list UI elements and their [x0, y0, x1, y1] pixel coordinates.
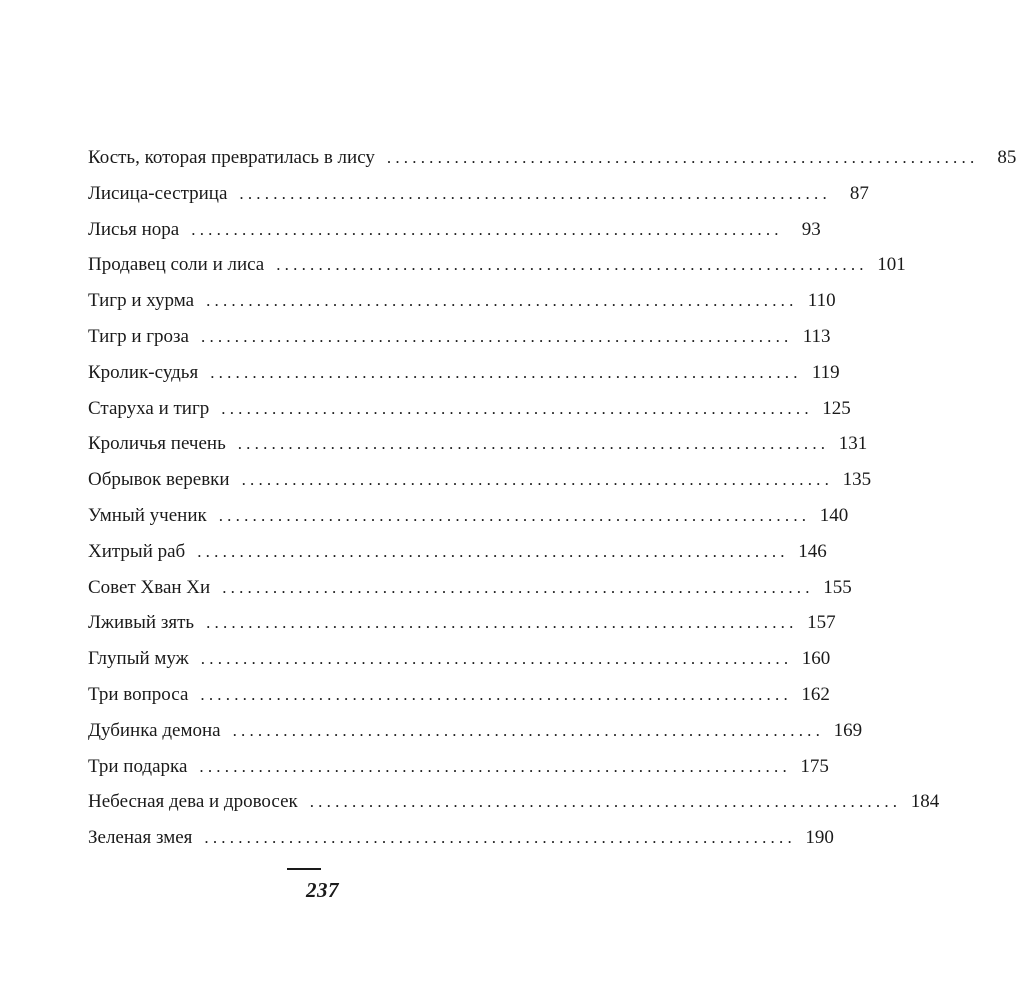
toc-entry-title: Тигр и хурма — [88, 290, 195, 312]
toc-entry-page: 169 — [833, 719, 863, 741]
dot-leader: ...................................................................... — [232, 720, 825, 740]
toc-entry-title: Тигр и гроза — [88, 325, 189, 347]
toc-entry — [88, 713, 863, 749]
toc-entry-page: 93 — [801, 218, 821, 240]
toc-entry — [88, 462, 872, 498]
toc-entry-title: Совет Хван Хи — [88, 576, 211, 598]
toc-entry — [88, 283, 836, 319]
toc-entry-page: 140 — [819, 504, 849, 526]
toc-entry-title: Кроличья печень — [88, 433, 226, 455]
dot-leader: ...................................................................... — [241, 470, 834, 490]
toc-entry-title: Лисица-сестрица — [88, 182, 228, 204]
toc-entry-title: Лживый зять — [88, 612, 195, 634]
toc-entry — [88, 534, 827, 570]
toc-entry-title: Зеленая змея — [88, 827, 193, 849]
dot-leader: ...................................................................... — [309, 792, 902, 812]
toc-entry-title: Кролик-судья — [88, 361, 199, 383]
dot-leader: ...................................................................... — [197, 541, 789, 561]
dot-leader: ...................................................................... — [191, 219, 783, 239]
toc-entry — [88, 247, 906, 283]
folio-rule — [287, 868, 321, 870]
table-of-contents — [88, 140, 1016, 856]
dot-leader: ...................................................................... — [239, 183, 831, 203]
dot-leader: ...................................................................... — [206, 291, 798, 311]
toc-entry — [88, 391, 851, 427]
toc-entry-page: 135 — [842, 469, 872, 491]
toc-entry — [88, 784, 940, 820]
toc-entry-page: 146 — [798, 540, 827, 562]
toc-entry — [88, 426, 868, 462]
dot-leader: ...................................................................... — [222, 577, 814, 597]
toc-entry-title: Лисья нора — [88, 218, 180, 240]
toc-entry-page: 87 — [849, 182, 869, 204]
dot-leader: ...................................................................... — [276, 255, 868, 275]
toc-entry-title: Небесная дева и дровосек — [88, 791, 298, 813]
toc-entry-page: 85 — [997, 147, 1016, 168]
toc-entry-page: 110 — [807, 290, 836, 312]
toc-entry-page: 119 — [811, 361, 840, 383]
toc-entry-page: 175 — [800, 755, 829, 777]
dot-leader: ...................................................................... — [210, 362, 802, 382]
toc-entry-page: 162 — [801, 683, 830, 705]
dot-leader: ...................................................................... — [221, 398, 813, 418]
toc-entry — [88, 570, 852, 606]
toc-entry — [88, 212, 821, 248]
toc-entry-title: Три подарка — [88, 755, 188, 777]
page-number: 237 — [306, 878, 339, 902]
dot-leader: ...................................................................... — [386, 148, 979, 167]
dot-leader: ...................................................................... — [237, 434, 830, 454]
toc-entry — [88, 677, 830, 713]
toc-entry-title: Дубинка демона — [88, 719, 221, 741]
dot-leader: ...................................................................... — [200, 649, 793, 669]
toc-entry-page: 155 — [823, 576, 852, 598]
toc-entry-page: 113 — [802, 325, 831, 347]
toc-entry-title: Глупый муж — [88, 648, 189, 670]
toc-entry-page: 190 — [805, 827, 834, 849]
toc-entry — [88, 820, 834, 856]
dot-leader: ...................................................................... — [206, 613, 798, 633]
toc-entry-page: 125 — [822, 397, 851, 419]
toc-entry — [88, 605, 836, 641]
toc-entry-page: 101 — [877, 254, 906, 276]
toc-entry-title: Три вопроса — [88, 683, 189, 705]
dot-leader: ...................................................................... — [199, 756, 791, 776]
toc-entry — [88, 319, 831, 355]
toc-entry-title: Старуха и тигр — [88, 397, 210, 419]
toc-entry-page: 184 — [910, 791, 940, 813]
toc-entry-title: Обрывок веревки — [88, 469, 230, 491]
dot-leader: ...................................................................... — [200, 684, 792, 704]
toc-entry-page: 157 — [807, 612, 836, 634]
dot-leader: ...................................................................... — [201, 326, 793, 346]
toc-entry-title: Умный ученик — [88, 504, 207, 526]
toc-entry — [88, 176, 869, 212]
toc-entry — [88, 498, 849, 534]
toc-entry-title: Продавец соли и лиса — [88, 254, 265, 276]
toc-entry — [88, 140, 1016, 176]
toc-entry — [88, 641, 831, 677]
toc-entry-page: 131 — [838, 433, 868, 455]
toc-entry-title: Кость, которая превратилась в лису — [88, 147, 375, 168]
toc-entry-page: 160 — [801, 648, 831, 670]
dot-leader: ...................................................................... — [204, 828, 796, 848]
toc-entry — [88, 749, 829, 785]
dot-leader: ...................................................................... — [218, 505, 811, 525]
toc-entry-title: Хитрый раб — [88, 540, 186, 562]
toc-entry — [88, 355, 840, 391]
